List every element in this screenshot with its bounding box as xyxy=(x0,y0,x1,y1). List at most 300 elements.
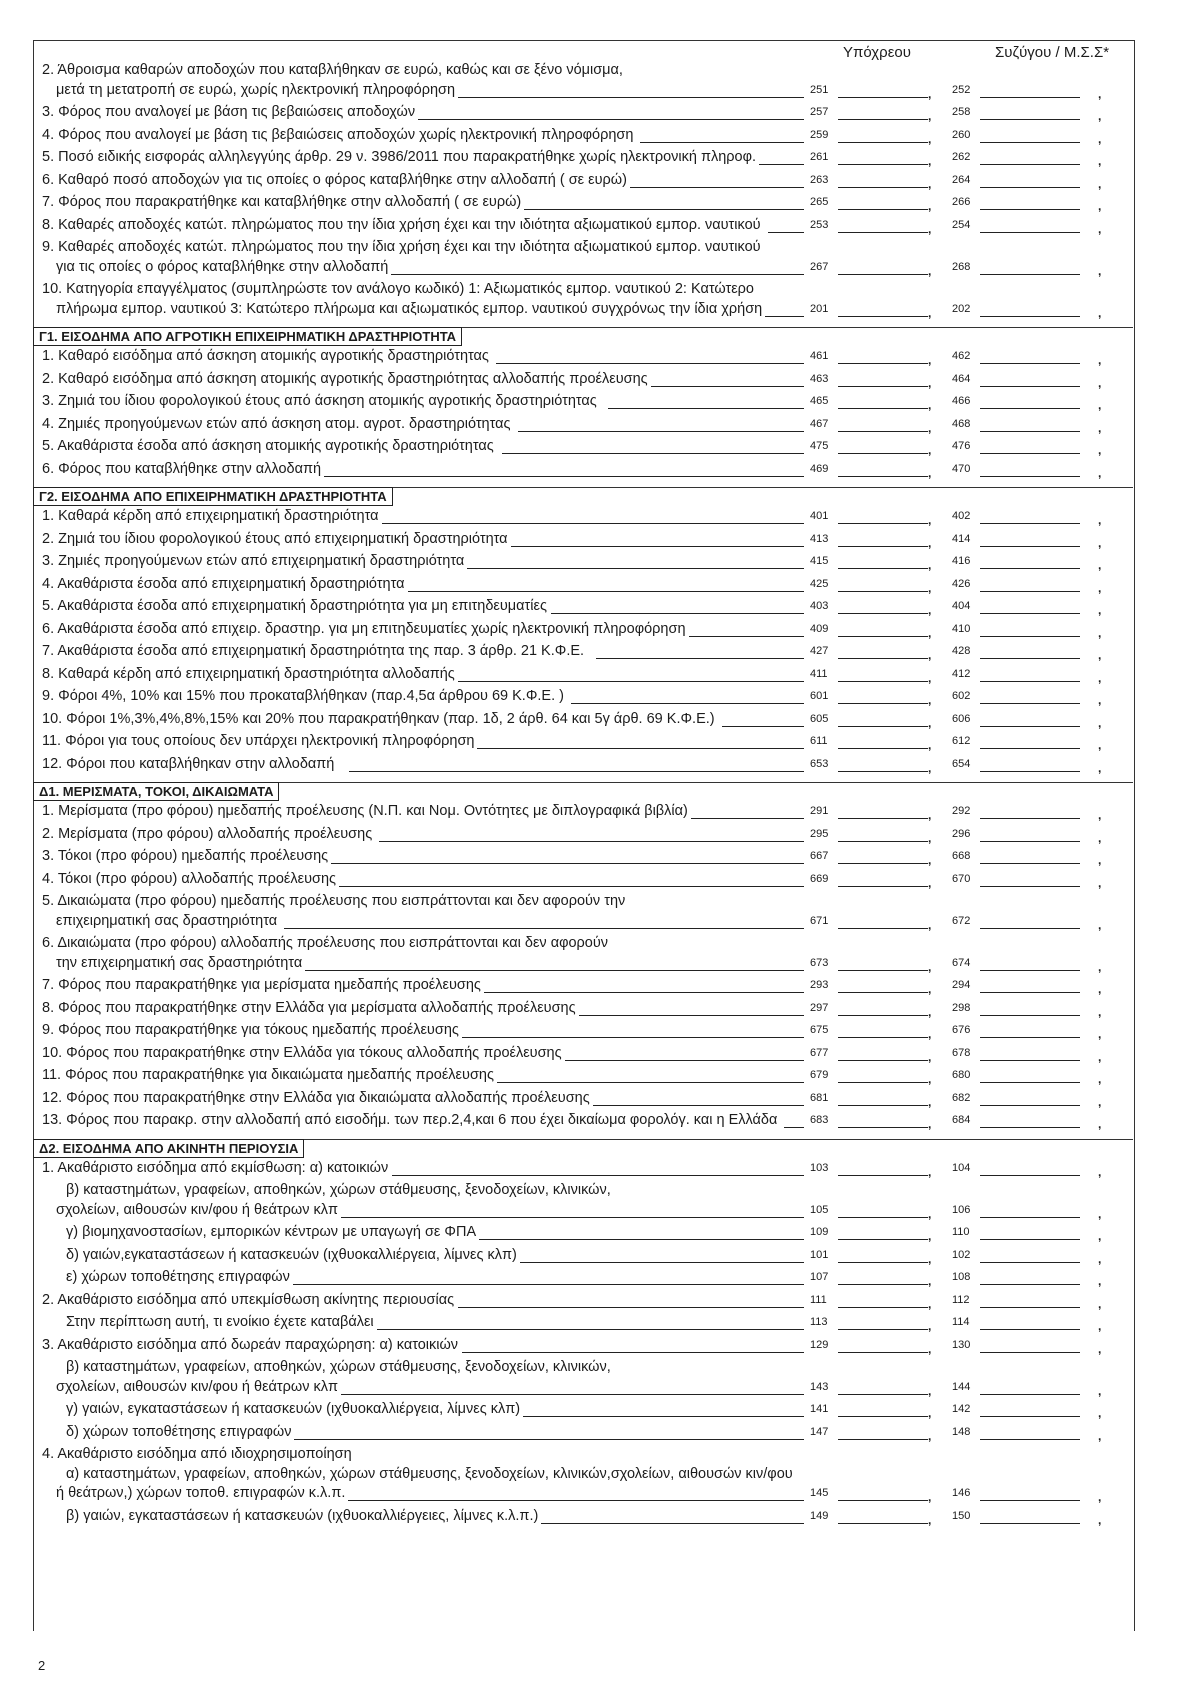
decimal-comma: , xyxy=(1098,715,1102,730)
amount-field-taxpayer[interactable] xyxy=(838,818,928,819)
row-text: β) καταστημάτων, γραφείων, αποθηκών, χώρων στάθμευσης, ξενοδοχείων, κλινικών, xyxy=(66,1359,611,1375)
decimal-comma: , xyxy=(1098,1428,1102,1443)
amount-field-taxpayer[interactable] xyxy=(838,476,928,477)
amount-field-taxpayer[interactable] xyxy=(838,1284,928,1285)
code-taxpayer: 601 xyxy=(810,690,829,702)
row-text: 3. Ζημιά του ίδιου φορολογικού έτους από άσκηση ατομικής αγροτικής δραστηριότητας xyxy=(42,393,597,409)
amount-field-spouse[interactable] xyxy=(980,636,1080,637)
code-taxpayer: 467 xyxy=(810,417,829,430)
row-text: για τις οποίες ο φόρος καταβλήθηκε στην αλλοδαπή xyxy=(56,258,389,275)
decimal-comma: , xyxy=(1098,738,1102,752)
amount-field-spouse[interactable] xyxy=(980,408,1080,409)
decimal-comma: , xyxy=(928,375,932,390)
decimal-comma: , xyxy=(1098,375,1102,390)
decimal-comma: , xyxy=(928,1004,932,1019)
leader-line xyxy=(284,928,804,929)
amount-field-taxpayer[interactable] xyxy=(838,1262,928,1263)
decimal-comma: , xyxy=(1098,443,1102,457)
decimal-comma: , xyxy=(1098,808,1102,822)
code-taxpayer: 679 xyxy=(810,1069,829,1081)
decimal-comma: , xyxy=(1098,305,1102,320)
amount-field-taxpayer[interactable] xyxy=(838,119,928,120)
decimal-comma: , xyxy=(928,875,932,890)
code-spouse: 468 xyxy=(952,417,971,430)
amount-field-spouse[interactable] xyxy=(980,1060,1080,1061)
leader-line xyxy=(511,546,804,547)
amount-field-spouse[interactable] xyxy=(980,1394,1080,1395)
decimal-comma: , xyxy=(928,1341,932,1356)
row-text: γ) γαιών, εγκαταστάσεων ή κατασκευών (ιχθυοκαλλιέργεια, λίμνες κλπ) xyxy=(66,1401,521,1417)
leader-line xyxy=(691,818,804,819)
leader-line xyxy=(496,363,804,364)
decimal-comma: , xyxy=(928,1164,932,1179)
row-text: 6. Ακαθάριστα έσοδα από επιχειρ. δραστηρ. για μη επιτηδευματίες χωρίς ηλεκτρονική πληροφόρηση xyxy=(42,620,686,637)
code-spouse: 404 xyxy=(952,600,971,612)
decimal-comma: , xyxy=(928,199,932,213)
code-taxpayer: 667 xyxy=(810,850,829,862)
leader-line xyxy=(477,748,804,749)
amount-field-spouse[interactable] xyxy=(980,568,1080,569)
code-taxpayer: 677 xyxy=(810,1046,829,1059)
amount-field-taxpayer[interactable] xyxy=(838,658,928,659)
amount-field-spouse[interactable] xyxy=(980,97,1080,98)
code-taxpayer: 103 xyxy=(810,1161,829,1174)
leader-line xyxy=(579,1015,804,1016)
amount-field-taxpayer[interactable] xyxy=(838,274,928,275)
decimal-comma: , xyxy=(928,1072,932,1086)
decimal-comma: , xyxy=(1098,982,1102,996)
decimal-comma: , xyxy=(1098,221,1102,236)
code-spouse: 254 xyxy=(952,218,971,231)
amount-field-spouse[interactable] xyxy=(980,1127,1080,1128)
amount-field-taxpayer[interactable] xyxy=(838,232,928,233)
amount-field-taxpayer[interactable] xyxy=(838,187,928,188)
amount-field-spouse[interactable] xyxy=(980,523,1080,524)
amount-field-taxpayer[interactable] xyxy=(838,863,928,864)
code-taxpayer: 415 xyxy=(810,555,829,567)
amount-field-spouse[interactable] xyxy=(980,886,1080,887)
row-text: 13. Φόρος που παρακρ. στην αλλοδαπή από εισοδήμ. των περ.2,4,και 6 που έχει δικαίωμα φορολόγ. και η Ελλάδα xyxy=(42,1112,778,1128)
amount-field-spouse[interactable] xyxy=(980,431,1080,432)
amount-field-spouse[interactable] xyxy=(980,164,1080,165)
amount-field-spouse[interactable] xyxy=(980,386,1080,387)
code-taxpayer: 149 xyxy=(810,1509,829,1522)
decimal-comma: , xyxy=(1098,86,1102,101)
amount-field-spouse[interactable] xyxy=(980,992,1080,993)
decimal-comma: , xyxy=(928,420,932,435)
leader-line xyxy=(377,1329,804,1330)
amount-field-spouse[interactable] xyxy=(980,863,1080,864)
code-taxpayer: 461 xyxy=(810,350,829,362)
amount-field-taxpayer[interactable] xyxy=(838,1307,928,1308)
amount-field-taxpayer[interactable] xyxy=(838,1175,928,1176)
row-text: 1. Ακαθάριστο εισόδημα από εκμίσθωση: α) κατοικιών xyxy=(42,1159,389,1176)
decimal-comma: , xyxy=(1098,1319,1102,1333)
leader-line xyxy=(458,1307,804,1308)
decimal-comma: , xyxy=(1098,830,1102,845)
decimal-comma: , xyxy=(1098,1274,1102,1288)
amount-field-taxpayer[interactable] xyxy=(838,453,928,454)
leader-line xyxy=(467,568,804,569)
amount-field-spouse[interactable] xyxy=(980,1329,1080,1330)
amount-field-taxpayer[interactable] xyxy=(838,363,928,364)
code-spouse: 202 xyxy=(952,302,971,315)
amount-field-taxpayer[interactable] xyxy=(838,1500,928,1501)
code-spouse: 258 xyxy=(952,106,971,118)
decimal-comma: , xyxy=(928,1049,932,1064)
row-text: 6. Καθαρό ποσό αποδοχών για τις οποίες ο φόρος καταβλήθηκε στην αλλοδαπή ( σε ευρώ) xyxy=(42,171,627,188)
amount-field-taxpayer[interactable] xyxy=(838,928,928,929)
code-taxpayer: 253 xyxy=(810,218,829,231)
amount-field-spouse[interactable] xyxy=(980,187,1080,188)
code-taxpayer: 295 xyxy=(810,827,829,840)
decimal-comma: , xyxy=(1098,465,1102,480)
amount-field-spouse[interactable] xyxy=(980,1500,1080,1501)
row-text: 5. Ακαθάριστα έσοδα από επιχειρηματική δραστηριότητα για μη επιτηδευματίες xyxy=(42,598,547,614)
amount-field-spouse[interactable] xyxy=(980,1175,1080,1176)
amount-field-spouse[interactable] xyxy=(980,453,1080,454)
amount-field-spouse[interactable] xyxy=(980,232,1080,233)
code-spouse: 144 xyxy=(952,1380,971,1393)
decimal-comma: , xyxy=(1098,1004,1102,1019)
amount-field-spouse[interactable] xyxy=(980,119,1080,120)
decimal-comma: , xyxy=(928,1027,932,1041)
amount-field-spouse[interactable] xyxy=(980,658,1080,659)
decimal-comma: , xyxy=(1098,959,1102,974)
code-taxpayer: 113 xyxy=(810,1316,828,1328)
leader-line xyxy=(523,1416,804,1417)
row-text: 11. Φόρος που παρακρατήθηκε για δικαιώματα ημεδαπής προέλευσης xyxy=(42,1067,494,1083)
code-taxpayer: 267 xyxy=(810,260,829,273)
leader-line xyxy=(784,1127,804,1128)
row-text: επιχειρηματική σας δραστηριότητα xyxy=(56,912,278,929)
amount-field-taxpayer[interactable] xyxy=(838,886,928,887)
code-taxpayer: 463 xyxy=(810,372,829,385)
amount-field-taxpayer[interactable] xyxy=(838,841,928,842)
code-spouse: 680 xyxy=(952,1069,971,1081)
code-spouse: 298 xyxy=(952,1001,971,1014)
amount-field-spouse[interactable] xyxy=(980,818,1080,819)
amount-field-taxpayer[interactable] xyxy=(838,316,928,317)
code-spouse: 410 xyxy=(952,622,971,635)
amount-field-spouse[interactable] xyxy=(980,1082,1080,1083)
leader-line xyxy=(571,703,804,704)
decimal-comma: , xyxy=(1098,558,1102,572)
amount-field-spouse[interactable] xyxy=(980,1217,1080,1218)
code-taxpayer: 409 xyxy=(810,622,829,635)
amount-field-spouse[interactable] xyxy=(980,363,1080,364)
leader-line xyxy=(382,523,804,524)
code-taxpayer: 147 xyxy=(810,1425,829,1438)
amount-field-spouse[interactable] xyxy=(980,1105,1080,1106)
amount-field-taxpayer[interactable] xyxy=(838,636,928,637)
decimal-comma: , xyxy=(928,1512,932,1527)
amount-field-taxpayer[interactable] xyxy=(838,546,928,547)
code-spouse: 148 xyxy=(952,1425,971,1438)
amount-field-taxpayer[interactable] xyxy=(838,970,928,971)
decimal-comma: , xyxy=(1098,1490,1102,1504)
amount-field-spouse[interactable] xyxy=(980,841,1080,842)
row-text: 10. Κατηγορία επαγγέλματος (συμπληρώστε τον ανάλογο κωδικό) 1: Αξιωματικός εμπορ. ναυτικού 2: Κατώτερο xyxy=(42,281,754,297)
leader-line xyxy=(502,453,804,454)
amount-field-taxpayer[interactable] xyxy=(838,142,928,143)
amount-field-taxpayer[interactable] xyxy=(838,1239,928,1240)
decimal-comma: , xyxy=(928,86,932,101)
decimal-comma: , xyxy=(928,1428,932,1443)
code-taxpayer: 411 xyxy=(810,667,828,680)
amount-field-taxpayer[interactable] xyxy=(838,1416,928,1417)
decimal-comma: , xyxy=(928,535,932,550)
code-spouse: 462 xyxy=(952,350,971,362)
row-text: 4. Ακαθάριστα έσοδα από επιχειρηματική δραστηριότητα xyxy=(42,575,405,592)
amount-field-spouse[interactable] xyxy=(980,591,1080,592)
code-taxpayer: 261 xyxy=(810,151,829,163)
amount-field-spouse[interactable] xyxy=(980,1015,1080,1016)
leader-line xyxy=(640,142,804,143)
amount-field-spouse[interactable] xyxy=(980,681,1080,682)
row-text: 1. Καθαρά κέρδη από επιχειρηματική δραστηριότητα xyxy=(42,508,379,524)
amount-field-taxpayer[interactable] xyxy=(838,431,928,432)
amount-field-spouse[interactable] xyxy=(980,1352,1080,1353)
amount-field-taxpayer[interactable] xyxy=(838,771,928,772)
amount-field-spouse[interactable] xyxy=(980,613,1080,614)
leader-line xyxy=(651,386,804,387)
leader-line xyxy=(479,1239,804,1240)
decimal-comma: , xyxy=(928,154,932,168)
amount-field-spouse[interactable] xyxy=(980,748,1080,749)
row-text: 5. Ποσό ειδικής εισφοράς αλληλεγγύης άρθρ. 29 ν. 3986/2011 που παρακρατήθηκε χωρίς ηλεκτρονική πληροφ. xyxy=(42,149,757,165)
amount-field-taxpayer[interactable] xyxy=(838,1037,928,1038)
amount-field-taxpayer[interactable] xyxy=(838,726,928,727)
row-text: β) γαιών, εγκαταστάσεων ή κατασκευών (ιχθυοκαλλιέργειες, λίμνες κ.λ.π.) xyxy=(66,1507,539,1524)
code-spouse: 414 xyxy=(952,532,971,545)
amount-field-taxpayer[interactable] xyxy=(838,1217,928,1218)
amount-field-taxpayer[interactable] xyxy=(838,1105,928,1106)
row-text: 9. Καθαρές αποδοχές κατώτ. πληρώματος που την ίδια χρήση έχει και την ιδιότητα αξιωματικού εμπορ. ναυτικού xyxy=(42,239,761,255)
decimal-comma: , xyxy=(928,1406,932,1420)
amount-field-taxpayer[interactable] xyxy=(838,1329,928,1330)
leader-line xyxy=(520,1262,804,1263)
decimal-comma: , xyxy=(1098,853,1102,867)
amount-field-taxpayer[interactable] xyxy=(838,748,928,749)
row-text: 8. Φόρος που παρακρατήθηκε στην Ελλάδα για μερίσματα αλλοδαπής προέλευσης xyxy=(42,999,576,1016)
decimal-comma: , xyxy=(928,830,932,845)
amount-field-taxpayer[interactable] xyxy=(838,992,928,993)
amount-field-spouse[interactable] xyxy=(980,1284,1080,1285)
amount-field-taxpayer[interactable] xyxy=(838,703,928,704)
leader-line xyxy=(462,1352,804,1353)
leader-line xyxy=(768,232,804,233)
amount-field-taxpayer[interactable] xyxy=(838,1127,928,1128)
amount-field-spouse[interactable] xyxy=(980,1307,1080,1308)
code-spouse: 296 xyxy=(952,827,971,840)
decimal-comma: , xyxy=(1098,670,1102,685)
code-spouse: 112 xyxy=(952,1293,970,1306)
decimal-comma: , xyxy=(928,808,932,822)
leader-line xyxy=(541,1523,804,1524)
row-text: 1. Καθαρό εισόδημα από άσκηση ατομικής αγροτικής δραστηριότητας xyxy=(42,348,489,364)
amount-field-taxpayer[interactable] xyxy=(838,1015,928,1016)
code-taxpayer: 403 xyxy=(810,600,829,612)
row-text: ή θεάτρων,) χώρων τοποθ. επιγραφών κ.λ.π. xyxy=(56,1485,346,1501)
amount-field-taxpayer[interactable] xyxy=(838,591,928,592)
amount-field-spouse[interactable] xyxy=(980,1262,1080,1263)
code-spouse: 110 xyxy=(952,1226,970,1238)
code-spouse: 466 xyxy=(952,395,971,407)
decimal-comma: , xyxy=(928,1296,932,1311)
decimal-comma: , xyxy=(928,1251,932,1266)
leader-line xyxy=(596,658,804,659)
amount-field-spouse[interactable] xyxy=(980,1439,1080,1440)
amount-field-taxpayer[interactable] xyxy=(838,408,928,409)
leader-line xyxy=(458,97,804,98)
amount-field-spouse[interactable] xyxy=(980,1416,1080,1417)
code-spouse: 678 xyxy=(952,1046,971,1059)
amount-field-spouse[interactable] xyxy=(980,928,1080,929)
code-spouse: 676 xyxy=(952,1024,971,1036)
code-taxpayer: 291 xyxy=(810,805,829,817)
amount-field-taxpayer[interactable] xyxy=(838,1394,928,1395)
amount-field-spouse[interactable] xyxy=(980,1037,1080,1038)
code-taxpayer: 107 xyxy=(810,1271,829,1283)
decimal-comma: , xyxy=(1098,1094,1102,1109)
code-spouse: 262 xyxy=(952,151,971,163)
amount-field-taxpayer[interactable] xyxy=(838,1060,928,1061)
row-text: σχολείων, αιθουσών κιν/φου ή θεάτρων κλπ xyxy=(56,1378,338,1395)
amount-field-taxpayer[interactable] xyxy=(838,1352,928,1353)
decimal-comma: , xyxy=(928,648,932,662)
amount-field-spouse[interactable] xyxy=(980,970,1080,971)
decimal-comma: , xyxy=(1098,535,1102,550)
decimal-comma: , xyxy=(1098,1027,1102,1041)
code-taxpayer: 263 xyxy=(810,173,829,186)
decimal-comma: , xyxy=(928,443,932,457)
code-spouse: 268 xyxy=(952,260,971,273)
code-spouse: 668 xyxy=(952,850,971,862)
amount-field-taxpayer[interactable] xyxy=(838,681,928,682)
leader-line xyxy=(392,1175,804,1176)
code-spouse: 260 xyxy=(952,128,971,141)
leader-line xyxy=(294,1439,804,1440)
decimal-comma: , xyxy=(928,353,932,367)
amount-field-spouse[interactable] xyxy=(980,142,1080,143)
amount-field-spouse[interactable] xyxy=(980,316,1080,317)
leader-line xyxy=(418,119,804,120)
code-spouse: 426 xyxy=(952,577,971,590)
code-taxpayer: 401 xyxy=(810,510,829,522)
amount-field-spouse[interactable] xyxy=(980,703,1080,704)
leader-line xyxy=(331,863,804,864)
row-text: 2. Άθροισμα καθαρών αποδοχών που καταβλήθηκαν σε ευρώ, καθώς και σε ξένο νόμισμα, xyxy=(42,62,623,78)
amount-field-taxpayer[interactable] xyxy=(838,209,928,210)
section-header: Δ1. ΜΕΡΙΣΜΑΤΑ, ΤΟΚΟΙ, ΔΙΚΑΙΩΜΑΤΑ xyxy=(33,782,279,801)
code-taxpayer: 427 xyxy=(810,645,829,657)
code-taxpayer: 111 xyxy=(810,1293,827,1306)
code-spouse: 428 xyxy=(952,645,971,657)
decimal-comma: , xyxy=(928,738,932,752)
code-spouse: 674 xyxy=(952,956,971,969)
decimal-comma: , xyxy=(1098,625,1102,640)
amount-field-spouse[interactable] xyxy=(980,274,1080,275)
amount-field-taxpayer[interactable] xyxy=(838,613,928,614)
amount-field-spouse[interactable] xyxy=(980,1239,1080,1240)
decimal-comma: , xyxy=(1098,580,1102,595)
decimal-comma: , xyxy=(1098,603,1102,617)
row-text: 12. Φόροι που καταβλήθηκαν στην αλλοδαπή xyxy=(42,755,335,772)
amount-field-taxpayer[interactable] xyxy=(838,386,928,387)
row-text: 4. Ζημιές προηγούμενων ετών από άσκηση ατομ. αγροτ. δραστηριότητας xyxy=(42,415,511,432)
code-spouse: 416 xyxy=(952,555,971,567)
code-taxpayer: 469 xyxy=(810,462,829,475)
amount-field-spouse[interactable] xyxy=(980,476,1080,477)
row-text: 3. Ακαθάριστο εισόδημα από δωρεάν παραχώρηση: α) κατοικιών xyxy=(42,1336,459,1353)
amount-field-taxpayer[interactable] xyxy=(838,1523,928,1524)
row-text: πλήρωμα εμπορ. ναυτικού 3: Κατώτερο πλήρωμα και αξιωματικός εμπορ. ναυτικού συγχρόνως την ίδια χρήση xyxy=(56,300,763,317)
decimal-comma: , xyxy=(928,398,932,412)
amount-field-taxpayer[interactable] xyxy=(838,1082,928,1083)
decimal-comma: , xyxy=(928,558,932,572)
row-text: την επιχειρηματική σας δραστηριότητα xyxy=(56,954,303,971)
decimal-comma: , xyxy=(928,465,932,480)
code-taxpayer: 653 xyxy=(810,757,829,770)
code-taxpayer: 465 xyxy=(810,395,829,407)
row-text: 10. Φόρος που παρακρατήθηκε στην Ελλάδα για τόκους αλλοδαπής προέλευσης xyxy=(42,1044,562,1061)
amount-field-taxpayer[interactable] xyxy=(838,1439,928,1440)
decimal-comma: , xyxy=(1098,648,1102,662)
amount-field-taxpayer[interactable] xyxy=(838,97,928,98)
code-spouse: 142 xyxy=(952,1403,971,1415)
leader-line xyxy=(630,187,804,188)
decimal-comma: , xyxy=(928,982,932,996)
row-text: σχολείων, αιθουσών κιν/φου ή θεάτρων κλπ xyxy=(56,1201,338,1218)
amount-field-spouse[interactable] xyxy=(980,726,1080,727)
decimal-comma: , xyxy=(928,959,932,974)
decimal-comma: , xyxy=(1098,1512,1102,1527)
amount-field-spouse[interactable] xyxy=(980,771,1080,772)
decimal-comma: , xyxy=(928,1274,932,1288)
code-spouse: 412 xyxy=(952,667,971,680)
decimal-comma: , xyxy=(928,693,932,707)
decimal-comma: , xyxy=(928,1490,932,1504)
amount-field-taxpayer[interactable] xyxy=(838,523,928,524)
leader-line xyxy=(765,316,804,317)
code-taxpayer: 297 xyxy=(810,1001,829,1014)
code-spouse: 606 xyxy=(952,712,971,725)
decimal-comma: , xyxy=(928,625,932,640)
decimal-comma: , xyxy=(1098,398,1102,412)
row-text: 4. Φόρος που αναλογεί με βάση τις βεβαιώσεις αποδοχών χωρίς ηλεκτρονική πληροφόρηση xyxy=(42,126,634,143)
code-taxpayer: 669 xyxy=(810,872,829,885)
amount-field-spouse[interactable] xyxy=(980,546,1080,547)
row-text: 4. Τόκοι (προ φόρου) αλλοδαπής προέλευσης xyxy=(42,870,337,887)
code-taxpayer: 293 xyxy=(810,979,829,991)
decimal-comma: , xyxy=(928,221,932,236)
code-taxpayer: 475 xyxy=(810,440,829,452)
code-taxpayer: 201 xyxy=(810,302,829,315)
decimal-comma: , xyxy=(1098,420,1102,435)
leader-line xyxy=(305,970,804,971)
row-text: 8. Καθαρές αποδοχές κατώτ. πληρώματος που την ίδια χρήση έχει και την ιδιότητα αξιωματικού εμπορ. ναυτικού xyxy=(42,216,761,233)
amount-field-taxpayer[interactable] xyxy=(838,568,928,569)
amount-field-taxpayer[interactable] xyxy=(838,164,928,165)
leader-line xyxy=(408,591,804,592)
code-taxpayer: 683 xyxy=(810,1114,829,1126)
code-spouse: 292 xyxy=(952,805,971,817)
amount-field-spouse[interactable] xyxy=(980,209,1080,210)
amount-field-spouse[interactable] xyxy=(980,1523,1080,1524)
decimal-comma: , xyxy=(928,1094,932,1109)
code-taxpayer: 251 xyxy=(810,83,829,96)
